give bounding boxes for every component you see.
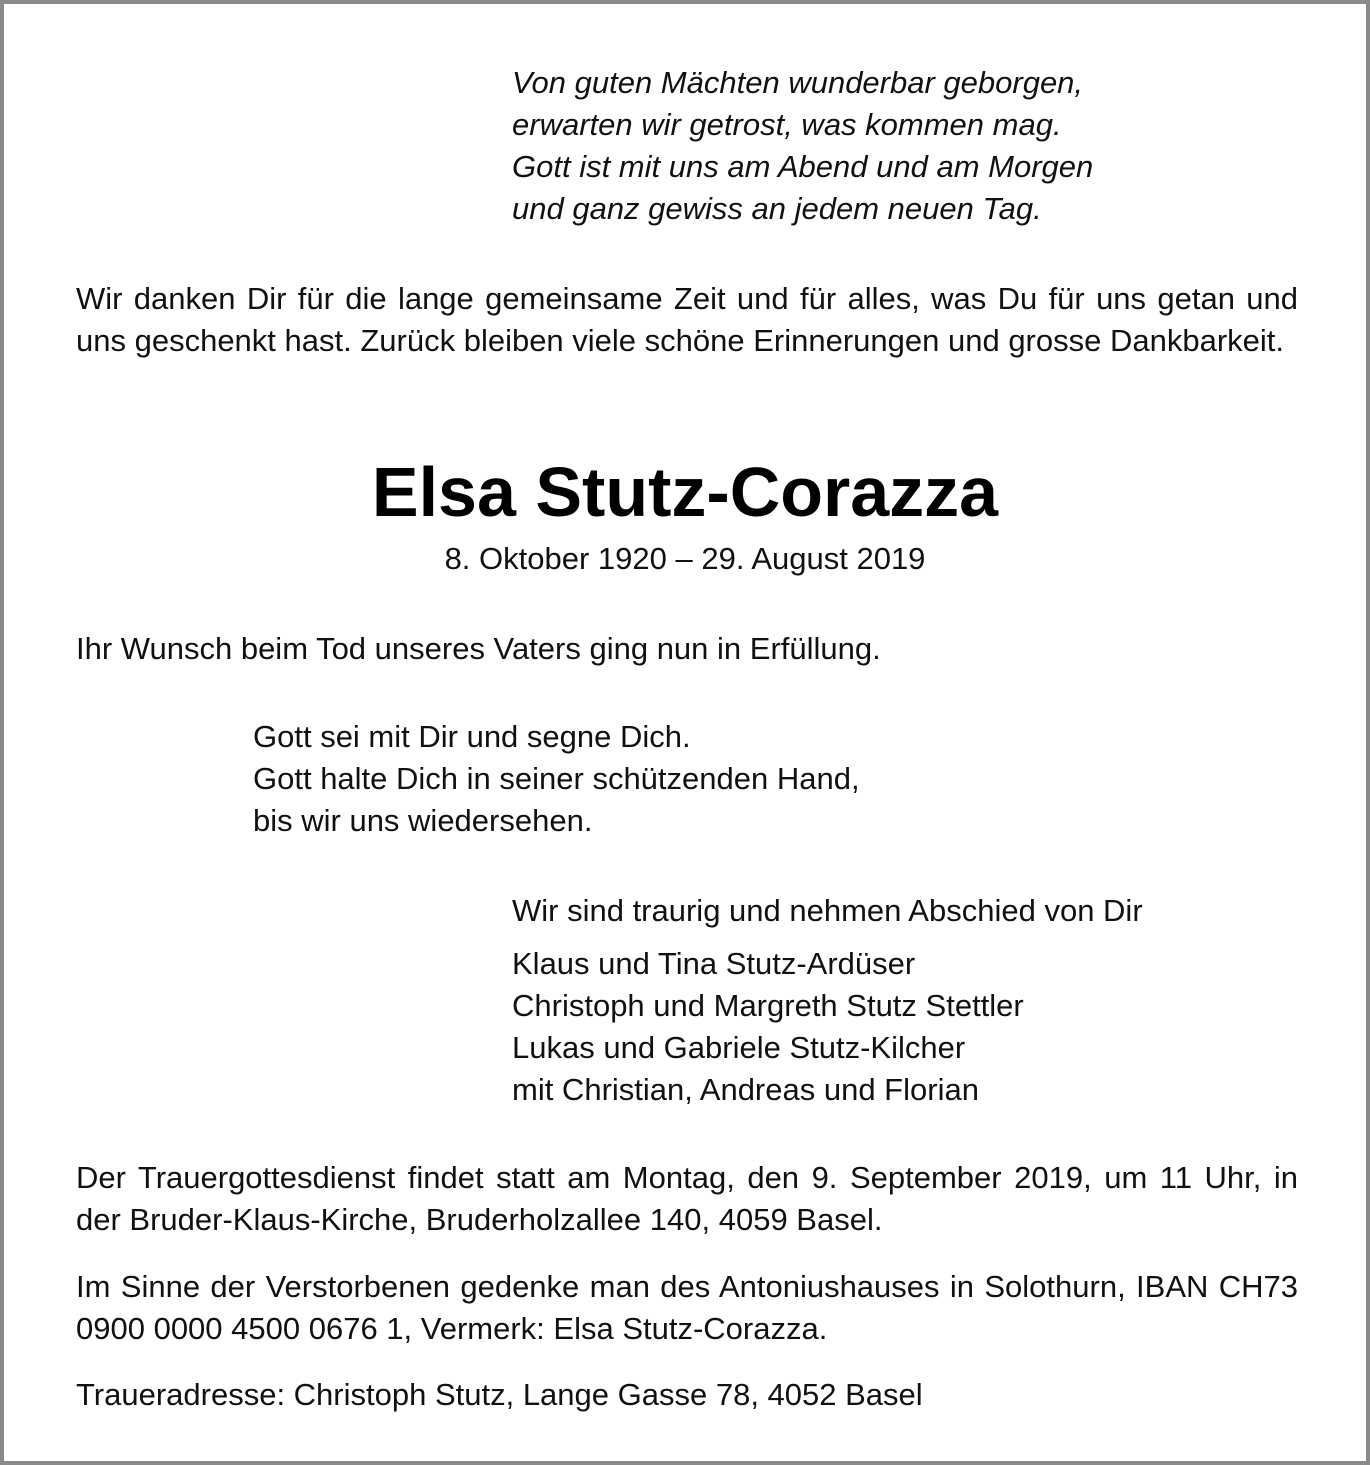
verse-line: erwarten wir getrost, was kommen mag.: [512, 107, 1062, 142]
verse-line: und ganz gewiss an jedem neuen Tag.: [512, 191, 1042, 226]
blessing-line: Gott sei mit Dir und segne Dich.: [253, 719, 691, 754]
mourner-entry: Klaus und Tina Stutz-Ardüser: [512, 946, 916, 981]
blessing-line: bis wir uns wiedersehen.: [253, 803, 593, 838]
deceased-name: Elsa Stutz-Corazza: [371, 453, 999, 531]
mourner-entry: Christoph und Margreth Stutz Stettler: [512, 988, 1024, 1023]
blessing-line: Gott halte Dich in seiner schützenden Hand,: [253, 761, 860, 796]
donation-paragraph: Im Sinne der Verstorbenen gedenke man des Antoniushauses in Solothurn, IBAN CH73 0900 0000 4500 0676 1, Vermerk: Elsa Stutz-Corazza.: [76, 1269, 1298, 1346]
farewell-line: Wir sind traurig und nehmen Abschied von Dir: [512, 893, 1143, 928]
mourner-entry: Lukas und Gabriele Stutz-Kilcher: [512, 1030, 966, 1065]
verse-line: Gott ist mit uns am Abend und am Morgen: [512, 149, 1094, 184]
blessing-verse: [253, 716, 860, 842]
service-paragraph: Der Trauergottesdienst findet statt am Montag, den 9. September 2019, um 11 Uhr, in der Bruder-Klaus-Kirche, Bruderholzallee 140, 4059 Basel.: [76, 1160, 1298, 1237]
wish-paragraph: Ihr Wunsch beim Tod unseres Vaters ging nun in Erfüllung.: [76, 631, 881, 666]
verse-line: Von guten Mächten wunderbar geborgen,: [512, 65, 1084, 100]
mourning-address: Traueradresse: Christoph Stutz, Lange Gasse 78, 4052 Basel: [76, 1377, 923, 1412]
mourner-entry: mit Christian, Andreas und Florian: [512, 1072, 979, 1107]
mourners-list: [512, 943, 1024, 1111]
life-dates: 8. Oktober 1920 – 29. August 2019: [444, 541, 926, 576]
thanks-paragraph: Wir danken Dir für die lange gemeinsame Zeit und für alles, was Du für uns getan und uns geschenkt hast. Zurück bleiben viele schöne Erinnerungen und grosse Dankbarkeit.: [76, 281, 1298, 358]
opening-verse: [512, 62, 1093, 230]
